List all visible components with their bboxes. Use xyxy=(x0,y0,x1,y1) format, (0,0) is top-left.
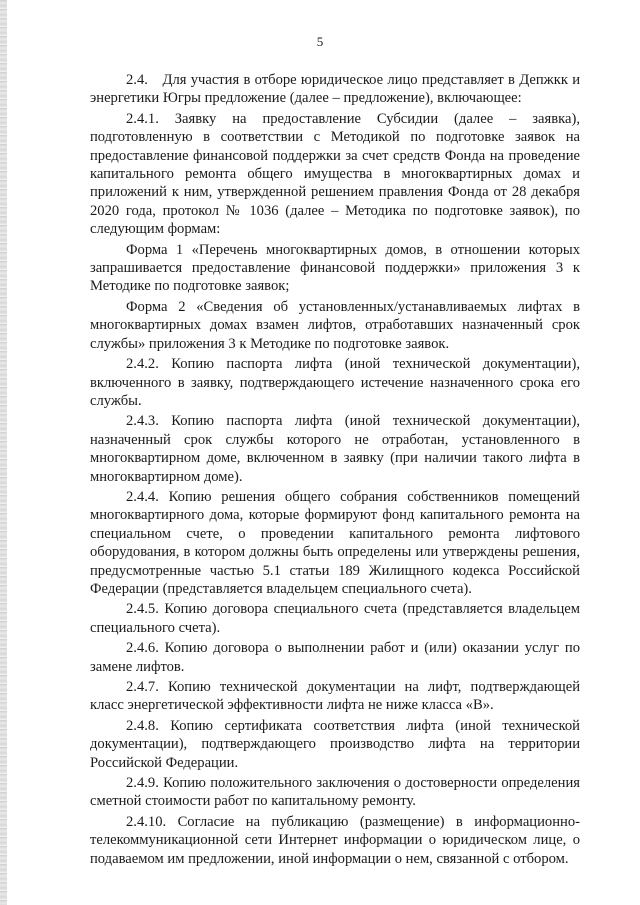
paragraph-2-4-8: 2.4.8. Копию сертификата соответствия лифта (иной технической документации), подтверждающего производство лифта на территории Российской Федерации. xyxy=(90,717,580,771)
paragraph-2-4-5: 2.4.5. Копию договора специального счета (представляется владельцем специального счета). xyxy=(90,601,580,636)
paragraph-2-4-7: 2.4.7. Копию технической документации на лифт, подтверждающей класс энергетической эффективности лифта не ниже класса «В». xyxy=(90,679,580,714)
paragraph-form-2: Форма 2 «Сведения об установленных/устанавливаемых лифтах в многоквартирных домах взамен лифтов, отработавших назначенный срок службы» приложения 3 к Методике по подготовке заявок. xyxy=(90,298,580,352)
paragraph-form-1: Форма 1 «Перечень многоквартирных домов, в отношении которых запрашивается предоставление финансовой поддержки» приложения 3 к Методике по подготовке заявок; xyxy=(90,241,580,295)
paragraph-2-4-2: 2.4.2. Копию паспорта лифта (иной технической документации), включенного в заявку, подтверждающего истечение назначенного срока его службы. xyxy=(90,356,580,409)
paragraph-2-4-3: 2.4.3. Копию паспорта лифта (иной технической документации), назначенный срок службы которого не отработан, установленного в многоквартирном доме, включенном в заявку (при наличии такого лифта в многоквартирном доме). xyxy=(90,413,580,485)
paragraph-2-4-4: 2.4.4. Копию решения общего собрания собственников помещений многоквартирного дома, которые формируют фонд капитального ремонта на специальном счете, о проведении капитального ремонта лифтового оборудования, в котором должны быть определены или утверждены решения, предусмотренные частью 5.1 статьи 189 Жилищного кодекса Российской Федерации (представляется владельцем специального счета). xyxy=(90,488,580,597)
paragraph-2-4-1: 2.4.1. Заявку на предоставление Субсидии (далее – заявка), подготовленную в соответствии с Методикой по подготовке заявок на предоставление финансовой поддержки за счет средств Фонда на проведение капитального ремонта общего имущества в многоквартирных домах и приложений к ним, утвержденной решением правления Фонда от 28 декабря 2020 года, протокол № 1036 (далее – Методика по подготовке заявок), по следующим формам: xyxy=(90,110,580,238)
document-body xyxy=(90,71,580,868)
scan-edge xyxy=(0,0,7,905)
paragraph-2-4-6: 2.4.6. Копию договора о выполнении работ и (или) оказании услуг по замене лифтов. xyxy=(90,640,580,675)
paragraph-2-4-10: 2.4.10. Согласие на публикацию (размещение) в информационно-телекоммуникационной сети Интернет информации о юридическом лице, о подаваемом им предложении, иной информации о нем, связанной с отбором. xyxy=(90,813,580,867)
paragraph-2-4-9: 2.4.9. Копию положительного заключения о достоверности определения сметной стоимости работ по капитальному ремонту. xyxy=(90,775,580,810)
page-number: 5 xyxy=(316,34,324,49)
paragraph-2-4: 2.4. Для участия в отборе юридическое лицо представляет в Депжкк и энергетики Югры предложение (далее – предложение), включающее: xyxy=(90,72,580,107)
